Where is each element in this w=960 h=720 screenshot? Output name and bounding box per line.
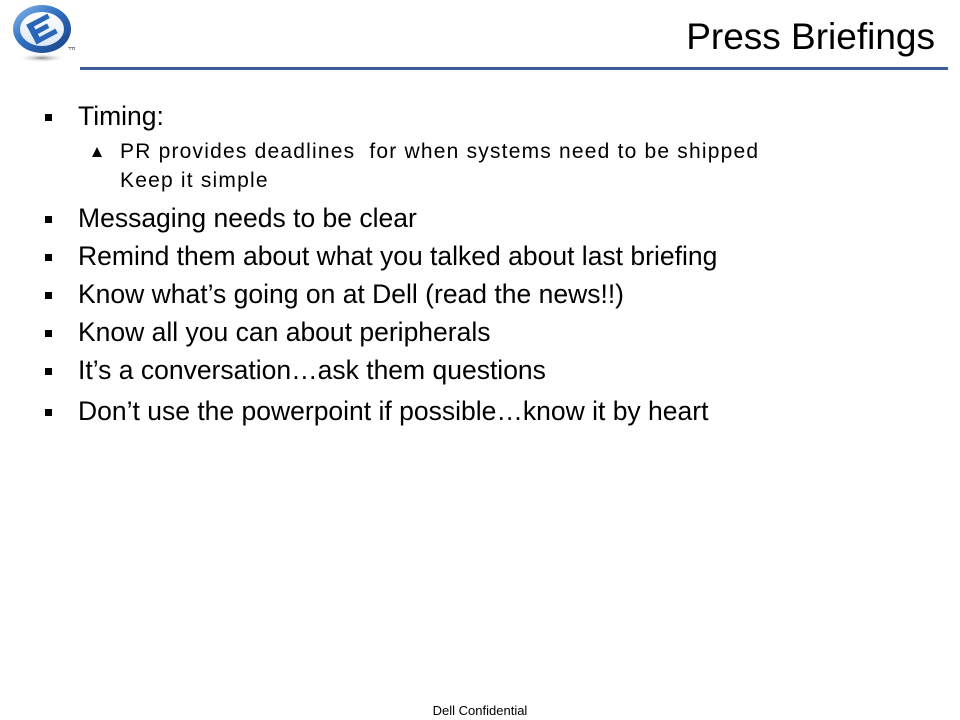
- bullet-text: Don’t use the powerpoint if possible…know it by heart: [78, 396, 709, 426]
- bullet-text: Remind them about what you talked about last briefing: [78, 241, 718, 271]
- square-bullet-icon: [45, 292, 52, 299]
- bullet-list: [0, 101, 960, 426]
- bullet-item: [0, 241, 960, 271]
- footer-confidential: Dell Confidential: [432, 703, 528, 718]
- bullet-item: [0, 317, 960, 347]
- bullet-text: It’s a conversation…ask them questions: [78, 355, 546, 385]
- title-divider: [80, 67, 948, 70]
- square-bullet-icon: [45, 368, 52, 375]
- slide-title: Press Briefings: [686, 16, 935, 57]
- bullet-text: Timing:: [78, 101, 164, 131]
- square-bullet-icon: [45, 409, 52, 416]
- bullet-item: [0, 279, 960, 309]
- bullet-text: Know all you can about peripherals: [78, 317, 491, 347]
- bullet-item: [0, 355, 960, 385]
- square-bullet-icon: [45, 114, 52, 121]
- square-bullet-icon: [45, 216, 52, 223]
- square-bullet-icon: [45, 330, 52, 337]
- sub-bullet-item: [78, 137, 960, 195]
- triangle-bullet-icon: [92, 147, 102, 157]
- dell-logo-icon: [6, 2, 78, 64]
- bullet-text: Messaging needs to be clear: [78, 203, 417, 233]
- square-bullet-icon: [45, 254, 52, 261]
- bullet-item: [0, 396, 960, 426]
- sub-bullet-continuation: Keep it simple: [120, 169, 269, 192]
- bullet-text: Know what’s going on at Dell (read the news!!): [78, 279, 625, 309]
- sub-bullet-list: [78, 137, 960, 195]
- bullet-item: [0, 101, 960, 195]
- bullet-item: [0, 203, 960, 233]
- sub-bullet-text: PR provides deadlines for when systems need to be shipped: [120, 140, 760, 163]
